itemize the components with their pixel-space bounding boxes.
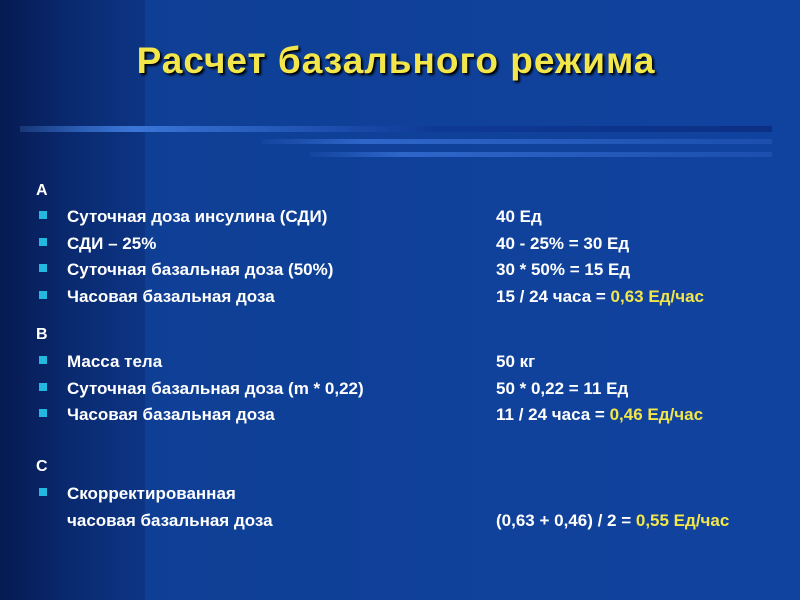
item-value: 50 * 0,22 = 11 Ед — [496, 379, 629, 398]
section-letter-a: A — [36, 182, 48, 199]
list-item — [0, 352, 800, 374]
list-item — [0, 207, 800, 229]
section-letter-c: C — [36, 458, 48, 475]
list-item-continuation — [0, 511, 800, 533]
item-label: Часовая базальная доза — [67, 287, 275, 306]
section-letter-b: B — [36, 326, 48, 343]
title-underline-1 — [20, 126, 772, 132]
item-label: СДИ – 25% — [67, 234, 157, 253]
list-item — [0, 484, 800, 506]
slide-title — [0, 40, 800, 82]
list-item — [0, 379, 800, 401]
item-value: 40 - 25% = 30 Ед — [496, 234, 630, 253]
square-bullet-icon — [39, 238, 47, 246]
item-value: (0,63 + 0,46) / 2 = 0,55 Ед/час — [496, 511, 730, 530]
title-underline-3 — [310, 152, 772, 157]
item-label: Суточная базальная доза (50%) — [67, 260, 334, 279]
square-bullet-icon — [39, 383, 47, 391]
item-value: 11 / 24 часа = 0,46 Ед/час — [496, 405, 704, 424]
item-label: Суточная базальная доза (m * 0,22) — [67, 379, 364, 398]
square-bullet-icon — [39, 356, 47, 364]
square-bullet-icon — [39, 264, 47, 272]
item-label: часовая базальная доза — [67, 511, 273, 530]
item-label: Суточная доза инсулина (СДИ) — [67, 207, 328, 226]
item-value: 15 / 24 часа = 0,63 Ед/час — [496, 287, 704, 306]
item-value: 30 * 50% = 15 Ед — [496, 260, 631, 279]
item-label: Масса тела — [67, 352, 163, 371]
list-item — [0, 234, 800, 256]
title-underline-2 — [262, 139, 772, 144]
list-item — [0, 260, 800, 282]
list-item — [0, 287, 800, 309]
square-bullet-icon — [39, 291, 47, 299]
square-bullet-icon — [39, 211, 47, 219]
item-label: Часовая базальная доза — [67, 405, 275, 424]
item-value: 50 кг — [496, 352, 536, 371]
list-item — [0, 405, 800, 427]
square-bullet-icon — [39, 409, 47, 417]
slide-title-text: Расчет базального режима — [136, 40, 656, 81]
item-label: Скорректированная — [67, 484, 236, 503]
item-value: 40 Ед — [496, 207, 542, 226]
square-bullet-icon — [39, 488, 47, 496]
